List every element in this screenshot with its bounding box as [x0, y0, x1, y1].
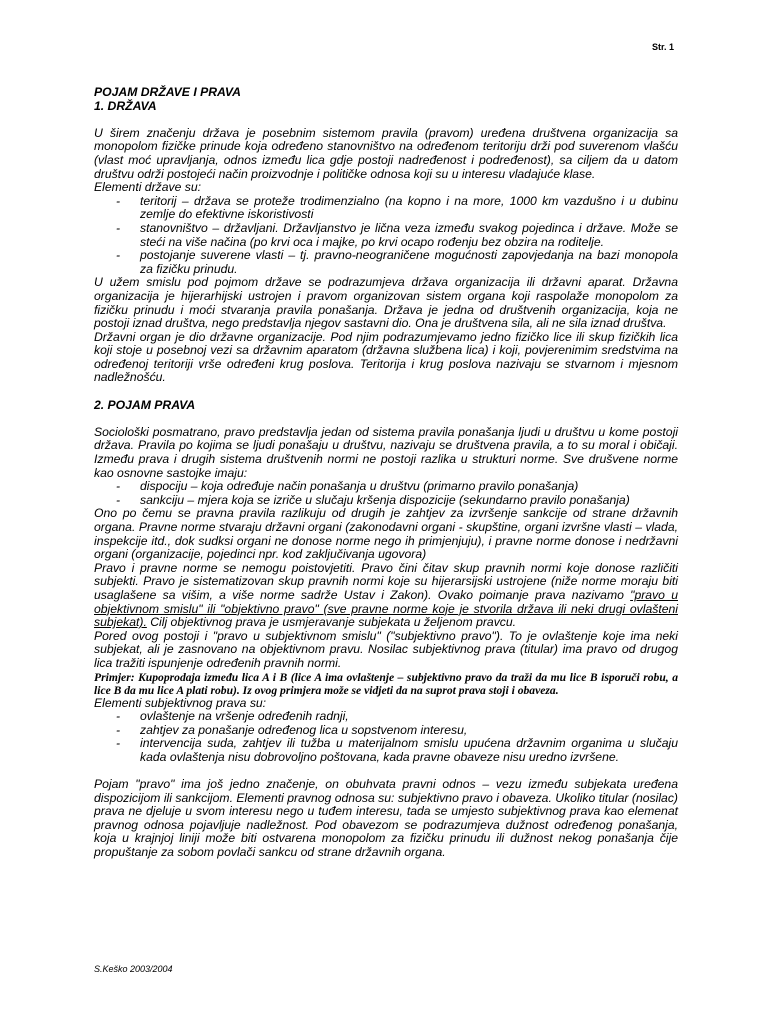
list-item: - postojanje suverene vlasti – tj. pravno-neograničene mogućnosti zapovjedanja na bazi monopola za fizičku prinudu.: [94, 249, 678, 276]
section-heading-pojam-prava: 2. POJAM PRAVA: [94, 397, 196, 412]
list-item: - zahtjev za ponašanje određenog lica u sopstvenom interesu,: [94, 724, 678, 738]
paragraph: Ono po čemu se pravna pravila razlikuju od drugih je zahtjev za izvršenje sankcije od strane državnih organa. Pravne norme stvaraju državni organi (zakonodavni organi - skupštine, organi izvršne vlasti – vlada, inspekcije itd., dok sudksi organi ne donose norme nego ih primjenjuju), i pravne norme donose i nedržavni organi (organizacije, pojedinci npr. kod zaključivanja ugovora): [94, 506, 678, 562]
list-item: - teritorij – država se proteže trodimenzialno (na kopno i na more, 1000 km vazdušno i u dubinu zemlje do efektivne iskoristivosti: [94, 195, 678, 222]
paragraph: U širem značenju država je posebnim sistemom pravila (pravom) uređena društvena organizacija sa monopolom fizičke prinude koja određeno stanovništvo na određenom teritoriju drži pod suverenom vlašću (vlast moć upravljanja, odnos između lica gdje postoji nadređenost i podređenost), sa ciljem da u datom društvu održi postojeći način proizvodnje i političke odnosa koji su u interesu vladajuće klase.: [94, 125, 678, 181]
example-paragraph: Primjer: Kupoprodaja između lica A i B (lice A ima ovlaštenje – subjektivno pravo da traži da mu lice B isporuči robu, a lice B da mu lice A plati robu). Iz ovog primjera može se vidjeti da na suprot prava stoji i obaveza.: [94, 670, 678, 697]
document-body: [94, 86, 678, 860]
text-run: Pravo i pravne norme se nemogu poistovjetiti. Pravo čini čitav skup pravnih normi koje donose različiti subjekti. Pravo je sistematizovan skup pravnih normi koje su hijerarsijski ustrojene (niže norme moraju biti usaglašene sa višim, a više norme sadrže Ustav i Zakon). Ovako poimanje prava nazivamo: [94, 560, 678, 602]
paragraph: [94, 562, 678, 630]
paragraph: Pored ovog postoji i "pravo u subjektivnom smislu" ("subjektivno pravo"). To je ovlaštenje koje ima neki subjekat, ali je zasnovano na objektivnom pravu. Nosilac subjektivnog prava (titular) ima pravo od drugog lica tražiti ispunjenje određenih pravnih normi.: [94, 628, 678, 670]
state-elements-list: [94, 195, 678, 277]
list-item: - intervencija suda, zahtjev ili tužba u materijalnom smislu upućena državnim organima u slučaju kada ovlaštenja nisu dobrovoljno poštovana, kada pravne obaveze nisu uredno izvršene.: [94, 737, 678, 764]
subjective-right-elements-list: [94, 710, 678, 764]
paragraph: Sociološki posmatrano, pravo predstavlja jedan od sistema pravila ponašanja ljudi u društvu u kome postoji država. Pravila po kojima se ljudi ponašaju u društvu, nazivaju se društvena pravila, a to su moral i običaji. Između prava i drugih sistema društvenih normi ne postoji razlika u strukturi norme. Sve drušvene norme kao osnovne sastojke imaju:: [94, 424, 678, 480]
paragraph: U užem smislu pod pojmom države se podrazumjeva država organizacija ili državni aparat. Državna organizacija je hijerarhijski ustrojen i pravom organizovan sistem organa koji raspolaže monopolom za fizičku prinudu i moći stvaranja pravila ponašanja. Država je jedna od društvenih organizacija, koja ne postoji iznad društva, nego predstavlja njegov sastavni dio. Ona je društvena sila, ali ne sila iznad društva.: [94, 275, 678, 331]
list-item: - stanovništvo – državljani. Državljanstvo je lična veza između svakog pojedinca i države. Može se steći na više načina (po krvi oca i majke, po krvi ocapo rođenju bez obzira na roditelje.: [94, 222, 678, 249]
list-item: - sankciju – mjera koja se izriče u slučaju kršenja dispozicije (sekundarno pravilo ponašanja): [94, 494, 678, 508]
document-title: POJAM DRŽAVE I PRAVA: [94, 85, 241, 99]
list-intro: Elementi subjektivnog prava su:: [94, 695, 267, 710]
norm-parts-list: [94, 480, 678, 507]
paragraph: Pojam "pravo" ima još jedno značenje, on obuhvata pravni odnos – vezu između subjekata uređena dispozicijom ili sankcijom. Elementi pravnog odnosa su: subjektivno pravo i obaveza. Ukoliko titular (nosilac) prava ne djeluje u svom interesu nego u tuđem interesu, tada se umjesto subjektivnog prava kao elemenat pravnog odnosa pojavljuje nadležnost. Pod obavezom se podrazumjeva dužnost određenog ponašanja, koja u krajnjoj liniji može biti ostvarena monopolom za fizičku prinudu ili dužnost nekog ponašanja čije propuštanje za sobom povlači sankcu od strane državnih organa.: [94, 777, 678, 860]
paragraph: Državni organ je dio državne organizacije. Pod njim podrazumjevamo jedno fizičko lice ili skup fizičkih lica koji stoje u posebnoj vezi sa državnim aparatom (državna službena lica) i koji, povjerenimim sredstvima na određenoj teritoriji vrše određeni krug poslova. Teritorija i krug poslova nazivaju se stvarnom i mjesnom nadležnošću.: [94, 329, 678, 385]
section-heading-drzava: 1. DRŽAVA: [94, 98, 157, 113]
list-item: - ovlaštenje na vršenje određenih radnji,: [94, 710, 678, 724]
underlined-definition: "pravo u objektivnom smislu" ili "objektivno pravo" (sve pravne norme koje je stvorila država ili neki drugi ovlašteni subjekat).: [94, 587, 678, 630]
page-number: Str. 1: [651, 42, 674, 52]
text-run: Cilj objektivnog prava je usmjeravanje subjekata u željenom pravcu.: [146, 615, 517, 630]
footer-author: S.Keško 2003/2004: [94, 964, 173, 974]
list-item: - dispociju – koja određuje način ponašanja u društvu (primarno pravilo ponašanja): [94, 480, 678, 494]
list-intro: Elementi države su:: [94, 180, 202, 195]
